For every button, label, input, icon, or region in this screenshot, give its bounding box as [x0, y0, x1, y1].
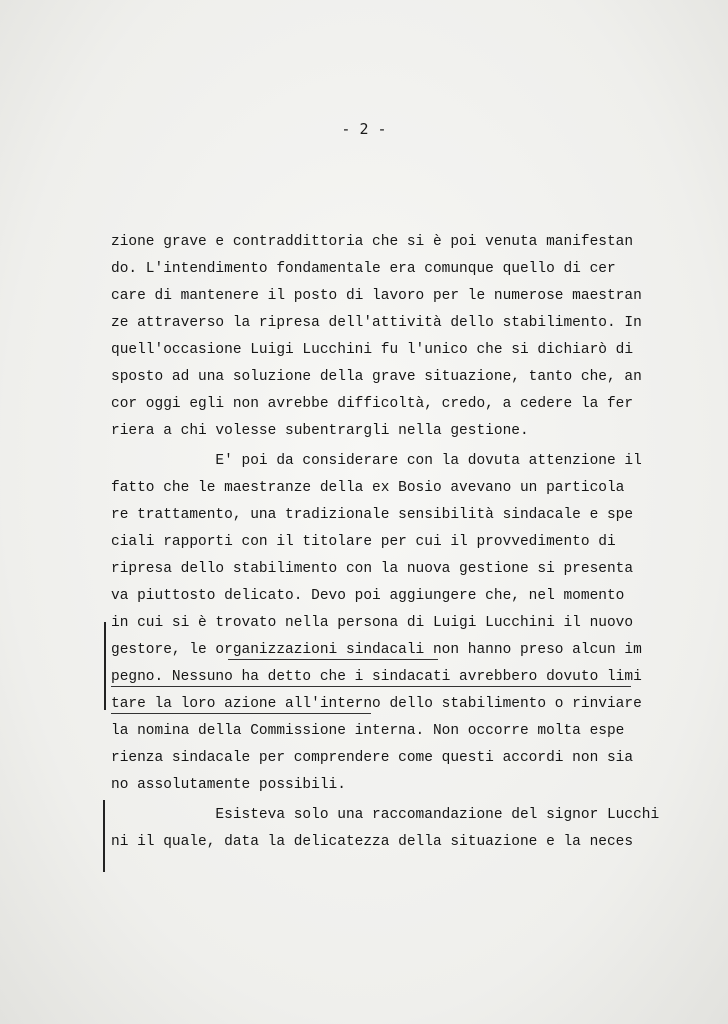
margin-bracket-mark	[103, 800, 105, 872]
text-line: rienza sindacale per comprendere come questi accordi non sia	[111, 750, 634, 766]
margin-bracket-mark	[104, 622, 106, 710]
text-line: pegno. Nessuno ha detto che i sindacati avrebbero dovuto limi	[111, 669, 642, 685]
handwritten-underline	[228, 659, 438, 660]
text-line: ni il quale, data la delicatezza della situazione e la neces	[111, 834, 634, 850]
text-line: tare la loro azione all'interno dello stabilimento o rinviare	[111, 696, 642, 712]
text-line: ze attraverso la ripresa dell'attività dello stabilimento. In	[111, 315, 642, 331]
text-line: in cui si è trovato nella persona di Luigi Lucchini il nuovo	[111, 615, 634, 631]
text-line: gestore, le organizzazioni sindacali non hanno preso alcun im	[111, 642, 642, 658]
text-line: ripresa dello stabilimento con la nuova gestione si presenta	[111, 561, 634, 577]
handwritten-underline	[111, 686, 631, 687]
text-line: zione grave e contraddittoria che si è poi venuta manifestan	[111, 234, 634, 250]
page-number: - 2 -	[341, 120, 387, 138]
text-line: la nomina della Commissione interna. Non occorre molta espe	[111, 723, 625, 739]
text-line: ciali rapporti con il titolare per cui il provvedimento di	[111, 534, 616, 550]
handwritten-underline	[111, 713, 371, 714]
text-line: fatto che le maestranze della ex Bosio avevano un particola	[111, 480, 625, 496]
text-line: quell'occasione Luigi Lucchini fu l'unico che si dichiarò di	[111, 342, 634, 358]
text-line: cor oggi egli non avrebbe difficoltà, credo, a cedere la fer	[111, 396, 634, 412]
text-line: E' poi da considerare con la dovuta attenzione il	[111, 453, 642, 469]
text-line: Esisteva solo una raccomandazione del signor Lucchi	[111, 807, 660, 823]
text-line: re trattamento, una tradizionale sensibilità sindacale e spe	[111, 507, 634, 523]
text-line: riera a chi volesse subentrargli nella gestione.	[111, 423, 529, 439]
text-line: do. L'intendimento fondamentale era comunque quello di cer	[111, 261, 616, 277]
text-line: care di mantenere il posto di lavoro per le numerose maestran	[111, 288, 642, 304]
text-line: va piuttosto delicato. Devo poi aggiungere che, nel momento	[111, 588, 625, 604]
text-line: no assolutamente possibili.	[111, 777, 346, 793]
text-line: sposto ad una soluzione della grave situazione, tanto che, an	[111, 369, 642, 385]
